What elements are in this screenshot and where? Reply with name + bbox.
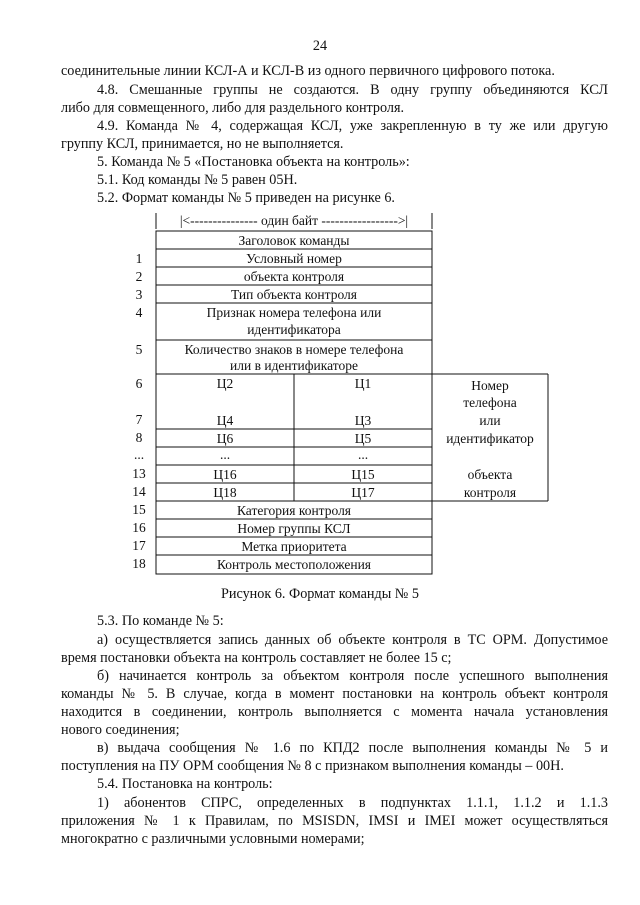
digit-cell: Ц5	[354, 431, 372, 446]
paragraph-line: 4.9. Команда № 4, содержащая КСЛ, уже закрепленную в ту же или другую	[97, 118, 608, 134]
paragraph-line: нового соединения;	[61, 722, 180, 738]
paragraph-line: 5.4. Постановка на контроль:	[97, 776, 273, 792]
row-number: 14	[132, 484, 146, 499]
digit-cell: Ц15	[351, 467, 375, 482]
paragraph-line: время постановки объекта на контроль составляет не более 15 с;	[61, 650, 452, 666]
table-row: идентификатора	[247, 322, 341, 337]
paragraph-line: либо для совмещенного, либо для раздельного контроля.	[61, 100, 405, 116]
paragraph-line: в) выдача сообщения № 1.6 по КПД2 после выполнения команды № 5 и	[97, 740, 608, 756]
row-number: 6	[135, 376, 143, 391]
table-row: объекта контроля	[243, 269, 345, 284]
side-note-line: или	[479, 413, 501, 428]
row-number: 13	[132, 466, 146, 481]
table-row: Категория контроля	[236, 503, 352, 518]
table-row: Метка приоритета	[241, 539, 347, 554]
page-number: 24	[312, 38, 328, 54]
side-note-line: контроля	[463, 485, 517, 500]
row-number: 17	[132, 538, 146, 553]
table-row: или в идентификаторе	[230, 358, 358, 373]
digit-cell: Ц16	[213, 467, 237, 482]
digit-cell: Ц1	[354, 376, 372, 391]
row-number: 5	[135, 342, 143, 357]
paragraph-line: 5.3. По команде № 5:	[97, 613, 224, 629]
paragraph-line: соединительные линии КСЛ-А и КСЛ-В из одного первичного цифрового потока.	[61, 63, 555, 79]
figure-caption: Рисунок 6. Формат команды № 5	[221, 586, 419, 602]
paragraph-line: 5. Команда № 5 «Постановка объекта на контроль»:	[97, 154, 410, 170]
row-number: 2	[135, 269, 143, 284]
paragraph-line: поступления на ПУ ОРМ сообщения № 8 с признаком выполнения команды – 00Н.	[61, 758, 564, 774]
digit-cell: Ц6	[216, 431, 234, 446]
paragraph-line: 5.1. Код команды № 5 равен 05Н.	[97, 172, 298, 188]
paragraph-line: 5.2. Формат команды № 5 приведен на рисунке 6.	[97, 190, 395, 206]
table-row: Условный номер	[246, 251, 342, 266]
table-row: Номер группы КСЛ	[237, 521, 351, 536]
header-row: Заголовок команды	[238, 233, 350, 248]
byte-width-label: |<--------------- один байт ----------------->|	[179, 213, 409, 228]
side-note-line: объекта	[467, 467, 513, 482]
row-number: 7	[135, 412, 143, 427]
row-number: 15	[132, 502, 146, 517]
paragraph-line: б) начинается контроль за объектом контроля после успешного выполнения	[97, 668, 608, 684]
digit-cell: ...	[357, 447, 369, 462]
row-number: ...	[133, 447, 145, 462]
digit-cell: ...	[219, 447, 231, 462]
row-number: 16	[132, 520, 146, 535]
paragraph-line: 4.8. Смешанные группы не создаются. В одну группу объединяются КСЛ	[97, 82, 608, 98]
paragraph-line: а) осуществляется запись данных об объекте контроля в ТС ОРМ. Допустимое	[97, 632, 608, 648]
paragraph-line: 1) абонентов СПРС, определенных в подпунктах 1.1.1, 1.1.2 и 1.1.3	[97, 795, 608, 811]
table-row: Количество знаков в номере телефона	[184, 342, 404, 357]
digit-cell: Ц17	[351, 485, 375, 500]
table-row: Тип объекта контроля	[231, 287, 357, 302]
paragraph-line: многократно с различными условными номерами;	[61, 831, 365, 847]
row-number: 4	[135, 305, 143, 320]
table-row: Признак номера телефона или	[206, 305, 382, 320]
digit-cell: Ц18	[213, 485, 237, 500]
side-note-line: Номер	[471, 378, 509, 393]
table-row: Контроль местоположения	[216, 557, 372, 572]
digit-cell: Ц3	[354, 413, 372, 428]
paragraph-line: находится в соединении, контроль выполняется с момента начала установления	[61, 704, 608, 720]
digit-cell: Ц2	[216, 376, 234, 391]
paragraph-line: команды № 5. В случае, когда в момент постановки на контроль объект контроля	[61, 686, 608, 702]
row-number: 18	[132, 556, 146, 571]
row-number: 8	[135, 430, 143, 445]
row-number: 1	[135, 251, 143, 266]
paragraph-line: группу КСЛ, принимается, но не выполняется.	[61, 136, 344, 152]
side-note-line: телефона	[463, 395, 517, 410]
side-note-line: идентификатор	[446, 431, 534, 446]
row-number: 3	[135, 287, 143, 302]
digit-cell: Ц4	[216, 413, 234, 428]
paragraph-line: приложения № 1 к Правилам, по MSISDN, IMSI и IMEI может осуществляться	[61, 813, 608, 829]
